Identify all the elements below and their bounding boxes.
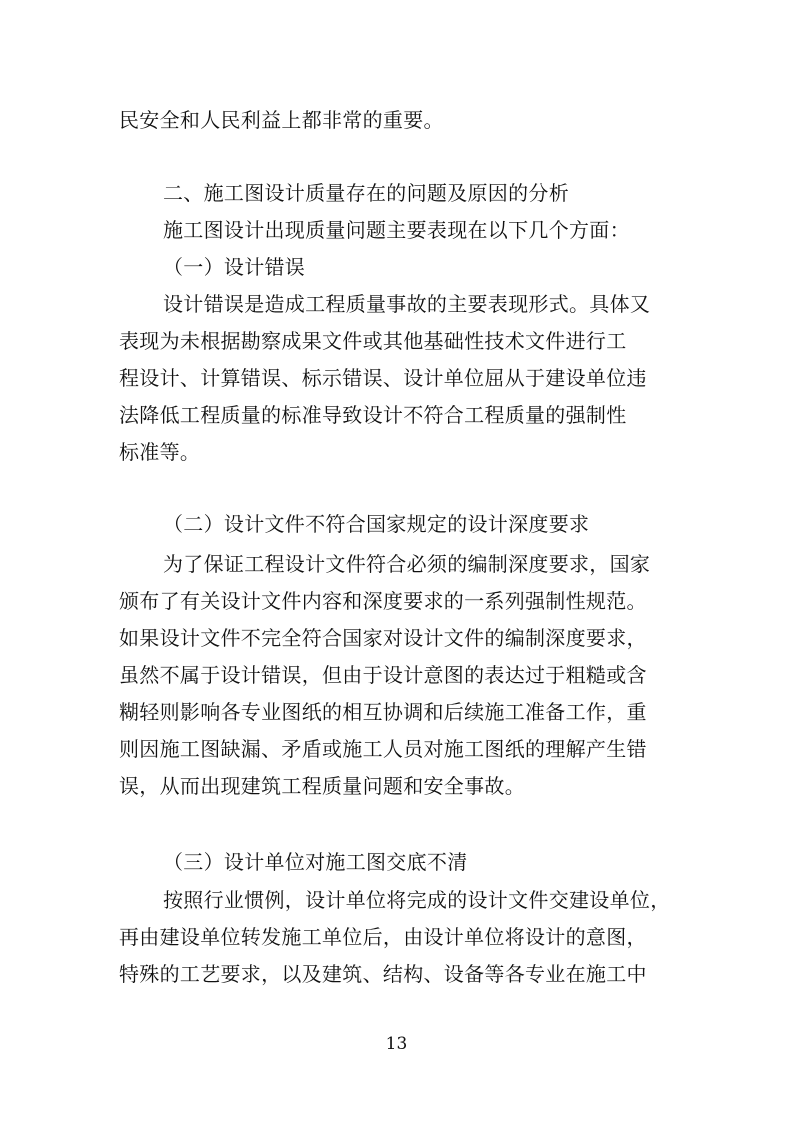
paragraph-line: 程设计、计算错误、标示错误、设计单位屈从于建设单位违 — [119, 366, 647, 390]
paragraph-line: 误，从而出现建筑工程质量问题和安全事故。 — [119, 774, 525, 798]
paragraph-line: 糊轻则影响各专业图纸的相互协调和后续施工准备工作，重 — [119, 700, 647, 724]
paragraph-line: 虽然不属于设计错误，但由于设计意图的表达过于粗糙或含 — [119, 663, 647, 687]
paragraph-line: 则因施工图缺漏、矛盾或施工人员对施工图纸的理解产生错 — [119, 737, 647, 761]
subsection-heading: （三）设计单位对施工图交底不清 — [163, 850, 468, 874]
section-heading: 二、施工图设计质量存在的问题及原因的分析 — [163, 181, 569, 205]
paragraph-line: 法降低工程质量的标准导致设计不符合工程质量的强制性 — [119, 403, 627, 427]
subsection-heading: （一）设计错误 — [163, 255, 306, 279]
subsection-heading: （二）设计文件不符合国家规定的设计深度要求 — [163, 512, 590, 536]
paragraph-line: 按照行业惯例，设计单位将完成的设计文件交建设单位， — [163, 888, 671, 912]
paragraph-line: 表现为未根据勘察成果文件或其他基础性技术文件进行工 — [119, 329, 627, 353]
page-number: 13 — [385, 1034, 408, 1054]
body-line: 施工图设计出现质量问题主要表现在以下几个方面： — [163, 218, 630, 242]
paragraph-line: 再由建设单位转发施工单位后，由设计单位将设计的意图， — [119, 925, 647, 949]
paragraph-line: 为了保证工程设计文件符合必须的编制深度要求，国家 — [163, 552, 651, 576]
paragraph-line: 颁布了有关设计文件内容和深度要求的一系列强制性规范。 — [119, 589, 647, 613]
body-line: 民安全和人民利益上都非常的重要。 — [119, 108, 444, 132]
paragraph-line: 设计错误是造成工程质量事故的主要表现形式。具体又 — [163, 292, 651, 316]
paragraph-line: 标准等。 — [119, 440, 201, 464]
paragraph-line: 特殊的工艺要求，以及建筑、结构、设备等各专业在施工中 — [119, 962, 647, 986]
paragraph-line: 如果设计文件不完全符合国家对设计文件的编制深度要求， — [119, 626, 647, 650]
